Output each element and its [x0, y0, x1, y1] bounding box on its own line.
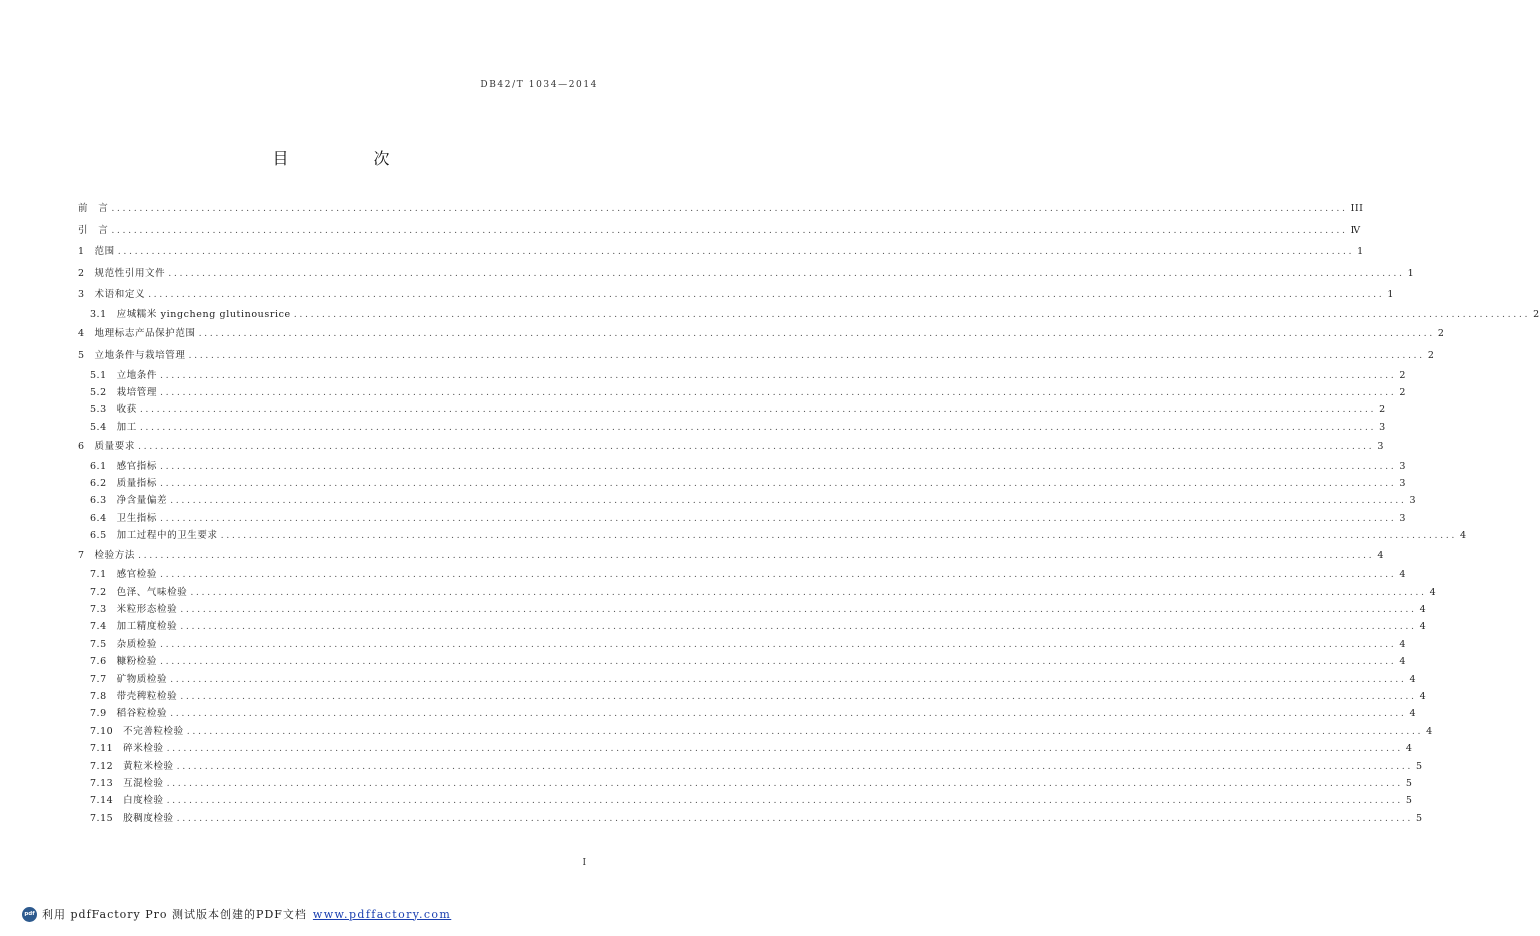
toc-entry-label: 术语和定义 — [94, 289, 146, 301]
toc-entry[interactable] — [78, 758, 1423, 775]
toc-entry-label: 色泽、气味检验 — [116, 586, 188, 598]
toc-entry-label: 感官指标 — [116, 460, 158, 472]
toc-entry-label: 规范性引用文件 — [94, 267, 166, 279]
toc-dot-leader: ............................................................................................................................................................................................................................ — [166, 795, 1403, 807]
toc-dot-leader: ............................................................................................................................................................................................................................ — [137, 441, 1375, 453]
toc-entry-number: 6.5 — [90, 530, 107, 542]
toc-entry-number: 7.5 — [90, 638, 107, 650]
toc-entry-page: 2 — [1399, 386, 1406, 398]
toc-entry-label: 带壳稗粒检验 — [116, 690, 178, 702]
toc-entry-label: 栽培管理 — [116, 386, 158, 398]
toc-entry-page: 4 — [1429, 586, 1437, 598]
toc-entry-number: 7.14 — [90, 795, 114, 807]
toc-dot-leader: ............................................................................................................................................................................................................................ — [180, 621, 1417, 633]
toc-entry-number: 7 — [78, 549, 85, 561]
toc-entry-label: 互混检验 — [123, 777, 164, 789]
toc-entry-number: 7.10 — [90, 725, 114, 737]
toc-entry-number: 7.11 — [90, 743, 114, 755]
toc-entry-page: 1 — [1407, 267, 1415, 279]
toc-entry[interactable] — [78, 566, 1406, 583]
toc-entry-number: 6.4 — [90, 512, 107, 524]
toc-entry-page: 4 — [1419, 690, 1427, 702]
toc-dot-leader: ............................................................................................................................................................................................................................ — [176, 812, 1414, 824]
toc-entry-label: 范围 — [94, 246, 115, 258]
toc-entry-number: 6.3 — [90, 495, 107, 507]
toc-entry-label: 卫生指标 — [116, 512, 158, 524]
toc-dot-leader: ............................................................................................................................................................................................................................ — [160, 638, 1397, 650]
footer-text: 利用 pdfFactory Pro 测试版本创建的PDF文档 — [42, 908, 307, 921]
toc-dot-leader: ............................................................................................................................................................................................................................ — [160, 656, 1397, 668]
toc-entry-label: 黄粒米检验 — [123, 760, 174, 772]
toc-entry[interactable] — [78, 688, 1427, 705]
toc-entry-page: 5 — [1416, 760, 1423, 772]
table-of-contents — [78, 198, 1540, 827]
toc-entry-page: 4 — [1377, 549, 1384, 561]
toc-entry-page: 2 — [1437, 328, 1445, 340]
toc-dot-leader: ............................................................................................................................................................................................................................ — [137, 549, 1375, 561]
toc-entry-page: 4 — [1409, 708, 1417, 720]
toc-entry[interactable] — [78, 419, 1386, 436]
toc-entry-number: 5.2 — [90, 386, 107, 398]
toc-dot-leader: ............................................................................................................................................................................................................................ — [180, 604, 1417, 616]
toc-entry[interactable] — [78, 475, 1406, 492]
toc-dot-leader: ............................................................................................................................................................................................................................ — [111, 224, 1348, 236]
toc-entry-page: 4 — [1459, 530, 1467, 542]
toc-entry[interactable] — [78, 671, 1417, 688]
toc-entry[interactable] — [78, 367, 1406, 384]
toc-entry[interactable] — [78, 345, 1435, 367]
toc-entry-page: 2 — [1379, 404, 1386, 416]
toc-entry-label: 米粒形态检验 — [116, 604, 178, 616]
toc-dot-leader: ............................................................................................................................................................................................................................ — [198, 328, 1435, 340]
toc-entry-page: 4 — [1405, 743, 1413, 755]
toc-entry-page: 3 — [1399, 512, 1406, 524]
toc-entry-number: 3.1 — [90, 308, 107, 320]
toc-entry[interactable] — [78, 636, 1406, 653]
toc-entry[interactable] — [78, 492, 1417, 509]
toc-entry-page: 4 — [1426, 725, 1433, 737]
toc-entry-page: 5 — [1405, 795, 1413, 807]
toc-entry-number: 4 — [78, 328, 85, 340]
toc-entry[interactable] — [78, 284, 1394, 306]
page-number: I — [582, 858, 586, 868]
pdffactory-logo-icon: pdf — [22, 907, 37, 922]
toc-entry-page: 5 — [1416, 812, 1423, 824]
toc-entry[interactable] — [78, 584, 1437, 601]
toc-entry-number: 7.4 — [90, 621, 107, 633]
toc-entry-page: 2 — [1427, 349, 1435, 361]
toc-entry-number: 7.12 — [90, 760, 114, 772]
toc-dot-leader: ............................................................................................................................................................................................................................ — [166, 777, 1403, 789]
toc-entry-label: 杂质检验 — [116, 638, 158, 650]
toc-entry[interactable] — [78, 618, 1427, 635]
toc-entry-label: 净含量偏差 — [116, 495, 168, 507]
toc-dot-leader: ............................................................................................................................................................................................................................ — [170, 673, 1407, 685]
toc-entry[interactable] — [78, 306, 1540, 323]
toc-dot-leader: ............................................................................................................................................................................................................................ — [220, 530, 1457, 542]
toc-entry-number: 7.1 — [90, 569, 107, 581]
toc-entry[interactable] — [78, 241, 1364, 263]
toc-entry[interactable] — [78, 401, 1386, 418]
toc-entry-label: 糠粉检验 — [116, 656, 158, 668]
toc-entry-number: 6.1 — [90, 460, 107, 472]
toc-dot-leader: ............................................................................................................................................................................................................................ — [117, 246, 1355, 258]
toc-entry-number: 3 — [78, 289, 85, 301]
toc-entry-number: 7.15 — [90, 812, 114, 824]
toc-dot-leader: ............................................................................................................................................................................................................................ — [160, 369, 1397, 381]
toc-entry-number: 7.6 — [90, 656, 107, 668]
toc-entry-label: 收获 — [116, 404, 137, 416]
toc-dot-leader: ............................................................................................................................................................................................................................ — [160, 386, 1397, 398]
toc-entry-page: 2 — [1399, 369, 1406, 381]
toc-entry-label: 感官检验 — [116, 569, 158, 581]
toc-entry-label: 加工 — [116, 421, 137, 433]
toc-dot-leader: ............................................................................................................................................................................................................................ — [176, 760, 1414, 772]
toc-entry-number: 7.2 — [90, 586, 107, 598]
toc-entry[interactable] — [78, 740, 1413, 757]
toc-entry-number: 7.3 — [90, 604, 107, 616]
toc-entry-label: 地理标志产品保护范围 — [94, 328, 196, 340]
toc-title: 目 次 — [272, 149, 430, 168]
toc-dot-leader: ............................................................................................................................................................................................................................ — [188, 349, 1425, 361]
toc-entry[interactable] — [78, 792, 1413, 809]
toc-dot-leader: ............................................................................................................................................................................................................................ — [160, 569, 1397, 581]
toc-entry-number: 5 — [78, 349, 85, 361]
toc-entry-number: 5.1 — [90, 369, 107, 381]
toc-dot-leader: ............................................................................................................................................................................................................................ — [111, 203, 1348, 214]
toc-dot-leader: ............................................................................................................................................................................................................................ — [293, 308, 1531, 320]
toc-entry-page: Ⅳ — [1350, 224, 1361, 236]
toc-dot-leader: ............................................................................................................................................................................................................................ — [190, 586, 1427, 598]
toc-dot-leader: ............................................................................................................................................................................................................................ — [160, 512, 1397, 524]
toc-entry-page: 4 — [1419, 621, 1427, 633]
standard-code: DB42/T 1034—2014 — [480, 80, 598, 90]
toc-entry-page: 4 — [1419, 604, 1427, 616]
toc-entry-page: 3 — [1409, 495, 1417, 507]
toc-entry-number: 5.3 — [90, 404, 107, 416]
toc-entry-page: 5 — [1405, 777, 1413, 789]
toc-entry-label: 加工过程中的卫生要求 — [116, 530, 218, 542]
toc-entry[interactable] — [78, 198, 1364, 220]
toc-entry-label: 稻谷粒检验 — [116, 708, 168, 720]
toc-entry-label: 检验方法 — [94, 549, 135, 561]
toc-dot-leader: ............................................................................................................................................................................................................................ — [139, 421, 1377, 433]
toc-entry[interactable] — [78, 384, 1406, 401]
footer-link[interactable]: www.pdffactory.com — [312, 907, 452, 921]
toc-entry[interactable] — [78, 775, 1413, 792]
toc-entry-number: 7.13 — [90, 777, 114, 789]
toc-entry-number: 7.8 — [90, 690, 107, 702]
toc-dot-leader: ............................................................................................................................................................................................................................ — [148, 289, 1385, 301]
toc-entry[interactable] — [78, 810, 1423, 827]
toc-entry[interactable] — [78, 527, 1467, 544]
toc-entry-number: 1 — [78, 246, 85, 258]
toc-entry[interactable] — [78, 545, 1384, 567]
toc-entry[interactable] — [78, 653, 1406, 670]
toc-entry-label: 矿物质检验 — [116, 673, 168, 685]
toc-entry[interactable] — [78, 436, 1384, 458]
toc-entry-label: 白度检验 — [123, 795, 164, 807]
toc-entry[interactable] — [78, 323, 1445, 345]
toc-entry[interactable] — [78, 458, 1406, 475]
toc-dot-leader: ............................................................................................................................................................................................................................ — [180, 690, 1417, 702]
toc-entry-label: 立地条件与栽培管理 — [94, 349, 186, 361]
toc-entry-page: 4 — [1399, 569, 1406, 581]
toc-entry[interactable] — [78, 220, 1361, 242]
toc-entry-label: 碎米检验 — [123, 743, 164, 755]
toc-entry-number: 7.9 — [90, 708, 107, 720]
toc-entry-page: 4 — [1409, 673, 1417, 685]
toc-entry-label: 质量指标 — [116, 478, 158, 490]
toc-entry-label: 加工精度检验 — [116, 621, 178, 633]
toc-dot-leader: ............................................................................................................................................................................................................................ — [186, 725, 1424, 737]
toc-entry-label: 引 言 — [78, 224, 109, 236]
toc-entry[interactable] — [78, 601, 1427, 618]
toc-entry-number: 7.7 — [90, 673, 107, 685]
toc-entry-label: 质量要求 — [94, 441, 135, 453]
toc-entry[interactable] — [78, 705, 1417, 722]
toc-entry-label: 应城糯米 yingcheng glutinousrice — [116, 308, 291, 320]
toc-entry-page: 4 — [1399, 656, 1406, 668]
toc-entry-page: 2 — [1533, 308, 1540, 320]
toc-entry-label: 胶稠度检验 — [123, 812, 174, 824]
toc-dot-leader: ............................................................................................................................................................................................................................ — [160, 478, 1397, 490]
toc-entry-number: 6.2 — [90, 478, 107, 490]
toc-entry-number: 2 — [78, 267, 85, 279]
toc-entry-page: 3 — [1399, 478, 1406, 490]
toc-dot-leader: ............................................................................................................................................................................................................................ — [168, 267, 1405, 279]
toc-entry-number: 6 — [78, 441, 85, 453]
toc-dot-leader: ............................................................................................................................................................................................................................ — [160, 460, 1397, 472]
footer-watermark — [22, 906, 451, 922]
toc-entry-page: 3 — [1379, 421, 1386, 433]
toc-dot-leader: ............................................................................................................................................................................................................................ — [166, 743, 1403, 755]
toc-entry-page: 3 — [1377, 441, 1384, 453]
toc-dot-leader: ............................................................................................................................................................................................................................ — [170, 708, 1407, 720]
toc-entry-page: III — [1350, 203, 1364, 214]
toc-entry-page: 3 — [1399, 460, 1406, 472]
toc-dot-leader: ............................................................................................................................................................................................................................ — [139, 404, 1377, 416]
toc-entry[interactable] — [78, 510, 1406, 527]
toc-dot-leader: ............................................................................................................................................................................................................................ — [170, 495, 1407, 507]
toc-entry-page: 1 — [1357, 246, 1364, 258]
toc-entry-label: 前 言 — [78, 203, 109, 214]
toc-entry[interactable] — [78, 263, 1415, 285]
toc-entry-label: 不完善粒检验 — [123, 725, 184, 737]
toc-entry-number: 5.4 — [90, 421, 107, 433]
toc-entry-page: 4 — [1399, 638, 1406, 650]
toc-entry[interactable] — [78, 723, 1433, 740]
toc-entry-page: 1 — [1387, 289, 1394, 301]
toc-entry-label: 立地条件 — [116, 369, 158, 381]
